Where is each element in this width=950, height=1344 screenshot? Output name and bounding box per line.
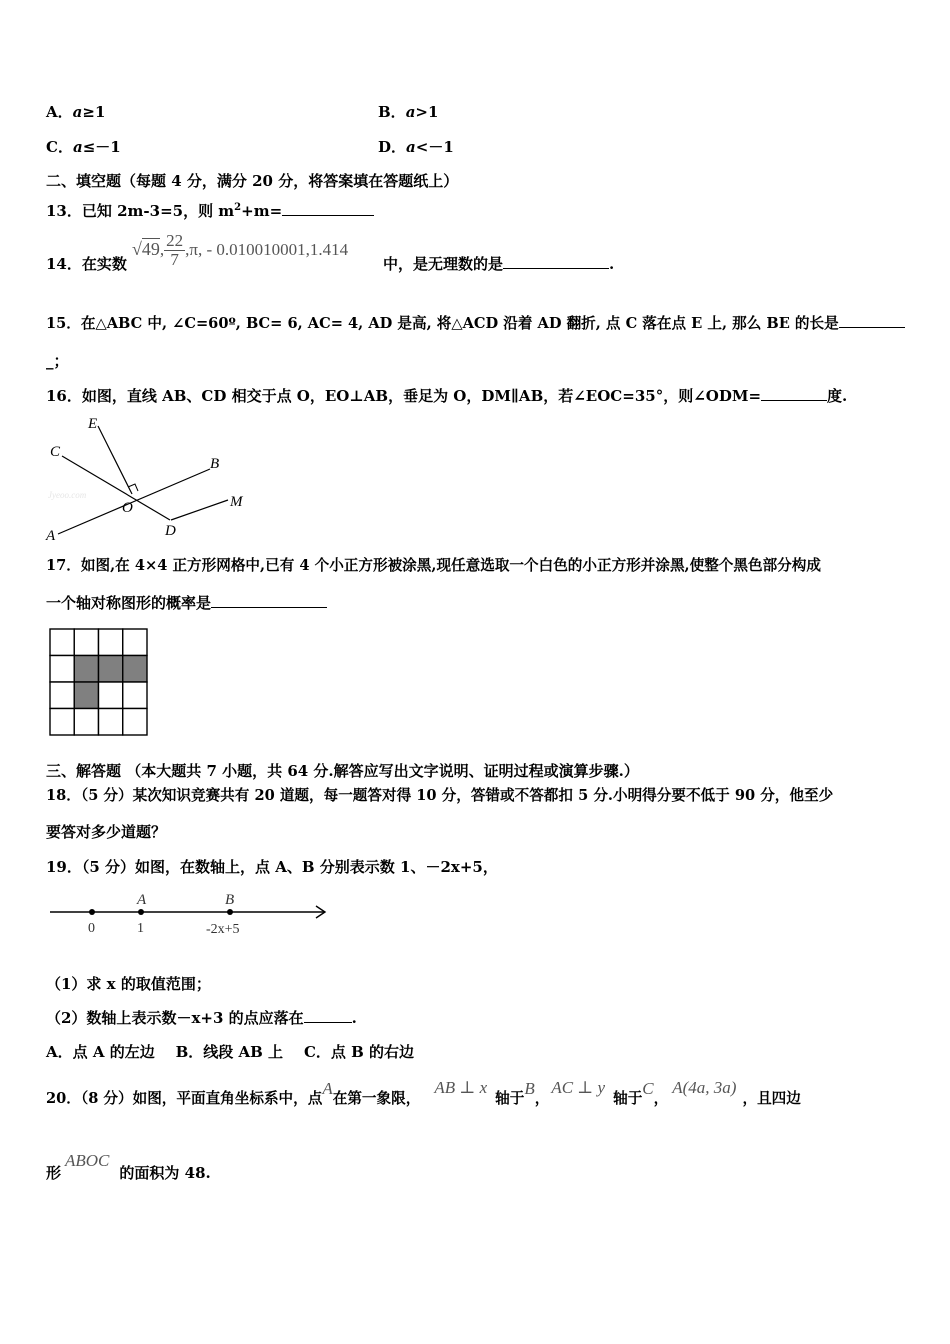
grid-cell-white	[50, 629, 74, 656]
answer-blank	[839, 313, 905, 328]
point-b	[227, 909, 233, 915]
question-19: 19．（5 分）如图，在数轴上，点 A、B 分别表示数 1、－2x+5，	[46, 858, 498, 876]
grid-cell-shaded	[74, 682, 98, 709]
tick-b-value: -2x+5	[206, 922, 240, 937]
point-a	[138, 909, 144, 915]
label-a: A	[137, 892, 147, 908]
grid-cell-white	[74, 629, 98, 656]
line-cd	[62, 456, 170, 520]
grid-cell-white	[50, 656, 74, 683]
grid-cell-white	[50, 709, 74, 736]
watermark: Jyeoo.com	[48, 490, 87, 500]
label-e: E	[88, 416, 98, 432]
tick-0: 0	[88, 921, 95, 936]
grid-cell-white	[99, 629, 123, 656]
question-14-suffix: 中，是无理数的是 .	[383, 255, 615, 273]
figure-16-lines	[40, 412, 260, 544]
question-18-line1: 18．（5 分）某次知识竞赛共有 20 道题，每一题答对得 10 分，答错或不答都扣 5 分.小明得分要不低于 90 分，他至少	[46, 787, 834, 804]
line-ab	[58, 469, 210, 534]
question-16: 16．如图，直线 AB、CD 相交于点 O，EO⊥AB，垂足为 O，DM∥AB，若∠EOC=35°，则∠ODM= 度.	[46, 387, 848, 405]
section-3-title: 三、解答题 （本大题共 7 小题，共 64 分.解答应写出文字说明、证明过程或演算步骤.）	[46, 762, 639, 780]
label-d: D	[165, 523, 176, 539]
label-a: A	[46, 528, 56, 544]
question-14-numbers: √49, $\frac{22}{7}$ ,π, - 0.010010001,1.414	[132, 231, 349, 269]
question-19-part2: （2）数轴上表示数－x+3 的点应落在 .	[46, 1009, 357, 1027]
label-m: M	[230, 494, 243, 510]
option-d: D．a<－1	[378, 138, 454, 156]
label-o: O	[122, 500, 133, 516]
grid-cell-white	[123, 682, 147, 709]
grid-cell-white	[50, 682, 74, 709]
question-20-line2: 形ABOC的面积为 48.	[46, 1151, 211, 1182]
question-15: 15．在△ABC 中, ∠C=60º, BC= 6, AC= 4, AD 是高, 将△ACD 沿着 AD 翻折, 点 C 落在点 E 上, 那么 BE 的长是	[46, 313, 905, 334]
line-dm	[171, 500, 228, 520]
sqrt-icon: √49	[132, 239, 160, 259]
question-17-line1: 17．如图,在 4×4 正方形网格中,已有 4 个小正方形被涂黑,现任意选取一个白色的小正方形并涂黑,使整个黑色部分构成	[46, 557, 821, 574]
question-18-line2: 要答对多少道题？	[46, 823, 167, 841]
label-c: C	[50, 444, 61, 460]
label-b: B	[225, 892, 235, 908]
grid-cell-white	[74, 709, 98, 736]
question-19-choices: A．点 A 的左边 B．线段 AB 上 C．点 B 的右边	[46, 1043, 414, 1061]
answer-blank	[503, 254, 609, 269]
section-2-title: 二、填空题（每题 4 分，满分 20 分，将答案填在答题纸上）	[46, 172, 459, 190]
figure-19-number-line	[46, 886, 336, 942]
grid-cell-shaded	[74, 656, 98, 683]
label-b: B	[210, 456, 220, 472]
grid-cell-shaded	[123, 656, 147, 683]
answer-blank	[761, 386, 827, 401]
grid-cell-white	[99, 709, 123, 736]
question-17-line2: 一个轴对称图形的概率是	[46, 593, 327, 613]
grid-cell-shaded	[99, 656, 123, 683]
figure-17-grid	[49, 628, 149, 738]
option-a: A．a≥1	[46, 103, 106, 121]
grid-cell-white	[123, 709, 147, 736]
fraction: $\frac{22}{7}$	[166, 231, 184, 269]
answer-blank	[304, 1008, 352, 1023]
tick-1: 1	[137, 921, 144, 936]
question-14-label: 14．在实数	[46, 255, 127, 273]
point-origin	[89, 909, 95, 915]
option-c: C．a≤－1	[46, 138, 121, 156]
answer-blank	[211, 593, 327, 608]
question-19-part1: （1）求 x 的取值范围；	[46, 975, 211, 993]
line-eo	[98, 426, 132, 494]
answer-blank	[282, 201, 374, 216]
option-b: B．a>1	[378, 103, 439, 121]
grid-cell-white	[99, 682, 123, 709]
grid-cell-white	[123, 629, 147, 656]
question-13: 13．已知 2m-3=5，则 $m^2+m=$	[46, 198, 374, 221]
question-15-end: _；	[46, 352, 69, 370]
question-20-line1: 20．（8 分）如图，平面直角坐标系中，点A在第一象限，AB ⊥ x轴于B，AC ⊥ y轴于C，A(4a, 3a)，且四边	[46, 1078, 801, 1107]
